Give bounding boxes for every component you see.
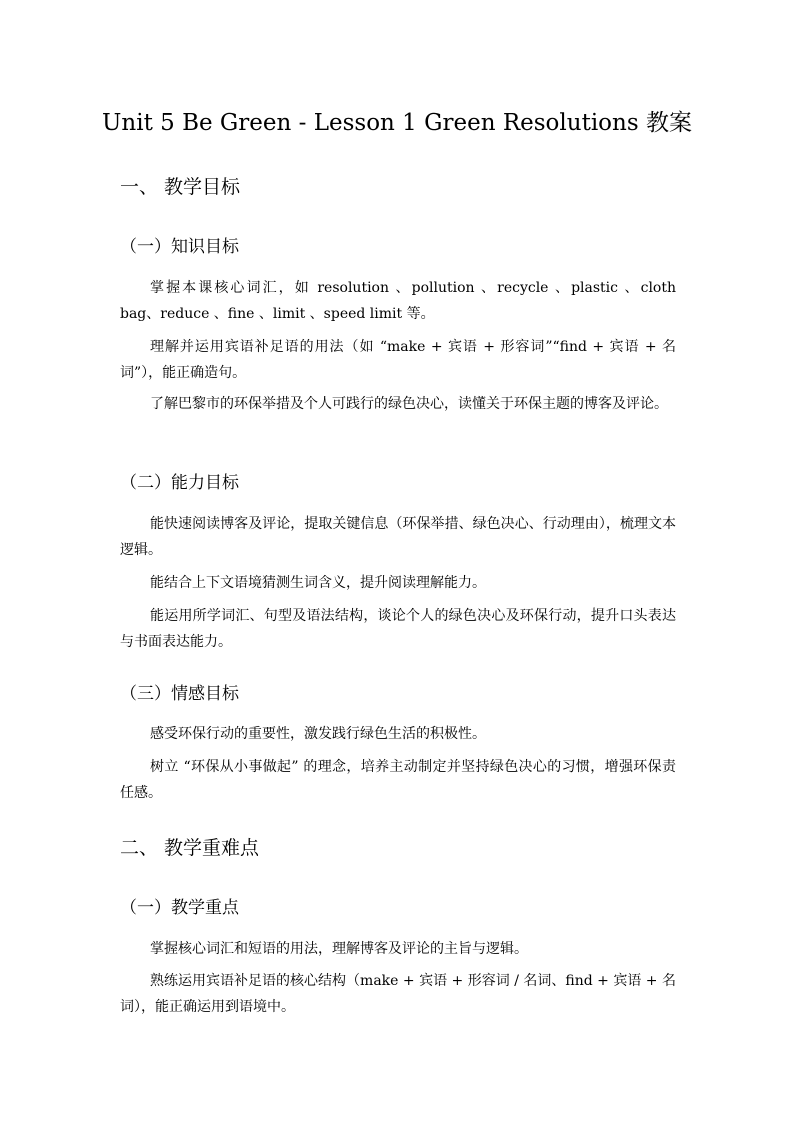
subsection-heading-knowledge-objectives: （一）知识目标 xyxy=(120,237,239,257)
paragraph: 树立 “环保从小事做起” 的理念，培养主动制定并坚持绿色决心的习惯，增强环保责任感。 xyxy=(120,759,676,801)
paragraph: 理解并运用宾语补足语的用法（如 “make + 宾语 + 形容词”“find + 宾语 + 名词”），能正确造句。 xyxy=(120,339,676,381)
paragraph: 掌握核心词汇和短语的用法，理解博客及评论的主旨与逻辑。 xyxy=(150,941,528,957)
subsection-heading-ability-objectives: （二）能力目标 xyxy=(120,473,239,493)
paragraph: 掌握本课核心词汇，如 resolution 、pollution 、recycle 、plastic 、cloth bag、reduce 、fine 、limit 、speed limit 等。 xyxy=(120,280,676,322)
paragraph: 熟练运用宾语补足语的核心结构（make + 宾语 + 形容词 / 名词、find + 宾语 + 名词），能正确运用到语境中。 xyxy=(120,973,676,1015)
subsection-heading-emotional-objectives: （三）情感目标 xyxy=(120,684,239,704)
section-heading-key-difficult-points: 二、 教学重难点 xyxy=(120,837,260,859)
document-title: Unit 5 Be Green - Lesson 1 Green Resolutions 教案 xyxy=(102,110,692,136)
paragraph: 了解巴黎市的环保举措及个人可践行的绿色决心，读懂关于环保主题的博客及评论。 xyxy=(150,396,668,412)
paragraph: 感受环保行动的重要性，激发践行绿色生活的积极性。 xyxy=(150,726,486,742)
paragraph: 能快速阅读博客及评论，提取关键信息（环保举措、绿色决心、行动理由），梳理文本逻辑。 xyxy=(120,516,676,558)
paragraph: 能结合上下文语境猜测生词含义，提升阅读理解能力。 xyxy=(150,575,486,591)
subsection-heading-teaching-key-points: （一）教学重点 xyxy=(120,898,239,918)
paragraph: 能运用所学词汇、句型及语法结构，谈论个人的绿色决心及环保行动，提升口头表达与书面表达能力。 xyxy=(120,608,676,650)
section-heading-teaching-objectives: 一、 教学目标 xyxy=(120,176,241,198)
